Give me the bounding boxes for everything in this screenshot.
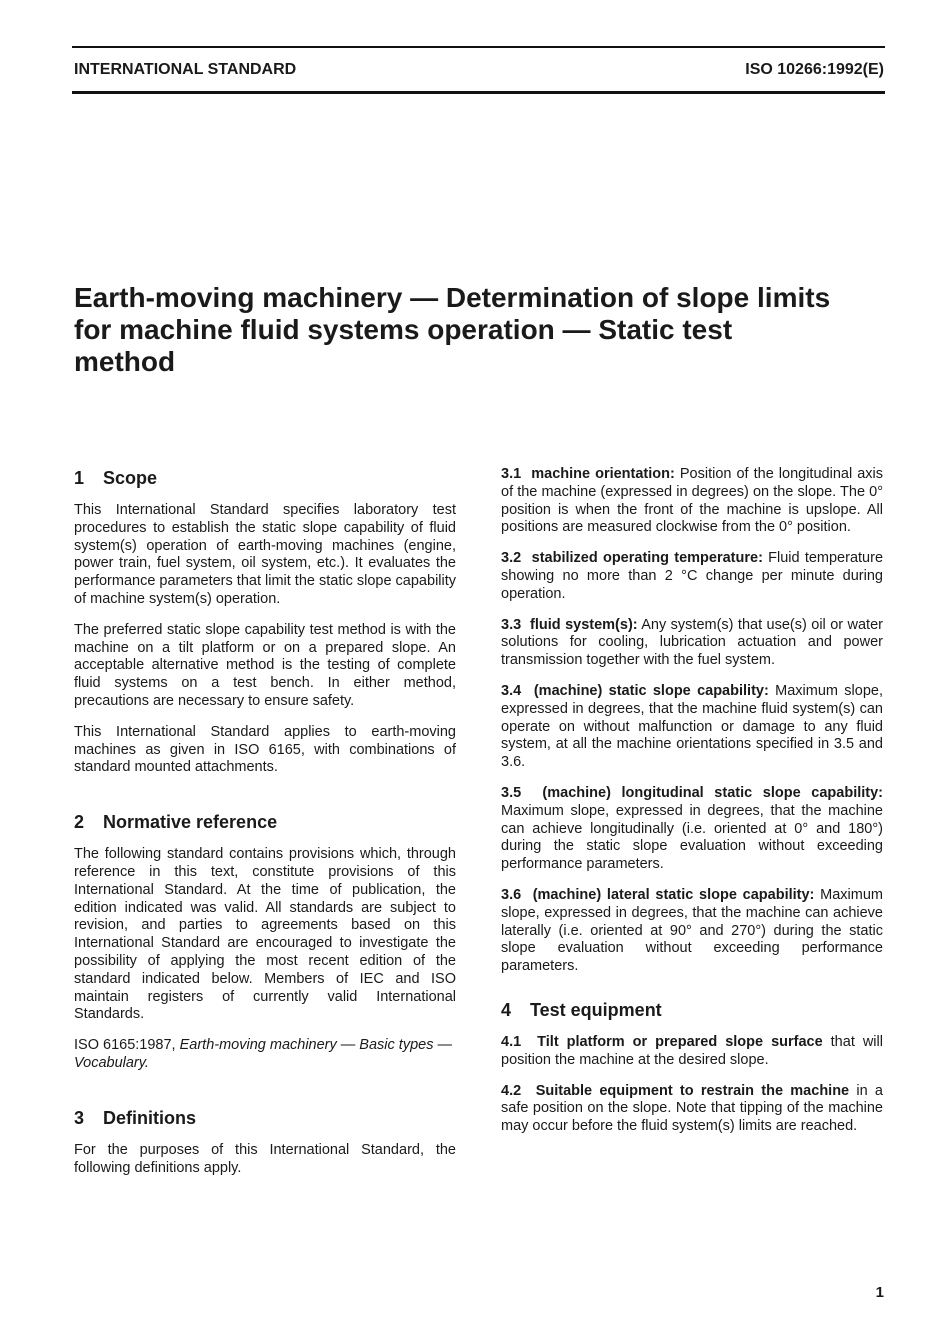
- section-4-heading: 4 Test equipment: [501, 999, 662, 1020]
- section-3-heading: 3 Definitions: [74, 1107, 196, 1128]
- definition-3-5: 3.5 (machine) longitudinal static slope capability: Maximum slope, expressed in degrees, that the machine can achieve longitudinally (i.e. oriented at 0° and 180°) during the static slope evaluation without exceeding performance parameters.: [501, 784, 884, 873]
- scope-paragraph-3: This International Standard applies to earth-moving machines as given in ISO 6165, with combinations of standard mounted attachments.: [74, 723, 456, 776]
- scope-paragraph-1: This International Standard specifies laboratory test procedures to establish the static slope capability of fluid system(s) operation of earth-moving machines (engine, power train, fuel system, oil system, etc.). It evaluates the performance parameters that limit the static slope capability of machine system(s) operation.: [74, 502, 457, 607]
- page-number: 1: [875, 1284, 884, 1301]
- definition-3-3: 3.3 fluid system(s): Any system(s) that use(s) oil or water solutions for cooling, lubrication actuation and power transmission together with the fuel system.: [501, 616, 883, 669]
- equipment-4-2: 4.2 Suitable equipment to restrain the machine in a safe position on the slope. Note that tipping of the machine may occur before the fluid system(s) limits are reached.: [501, 1082, 883, 1135]
- document-title: Earth-moving machinery — Determination of slope limits for machine fluid systems operation — Static test method: [74, 282, 831, 377]
- header-document-code: ISO 10266:1992(E): [745, 61, 884, 78]
- definition-3-1: 3.1 machine orientation: Position of the longitudinal axis of the machine (expressed in degrees) on the slope. The 0° position is when the front of the machine is upslope. All positions are measured clockwise from the 0° position.: [501, 466, 883, 536]
- definition-3-6: 3.6 (machine) lateral static slope capability: Maximum slope, expressed in degrees, that the machine can achieve laterally (i.e. oriented at 90° and 270°) during the static slope evaluation without exceeding performance parameters.: [501, 886, 883, 975]
- equipment-4-1: 4.1 Tilt platform or prepared slope surface that will position the machine at the desired slope.: [501, 1033, 883, 1068]
- left-column: [74, 466, 456, 1190]
- scope-paragraph-2: The preferred static slope capability test method is with the machine on a tilt platform or on a prepared slope. An acceptable alternative method is the testing of complete fluid systems on a test bench. In either method, precautions are necessary to ensure safety.: [74, 621, 456, 709]
- normative-paragraph: The following standard contains provisions which, through reference in this text, constitute provisions of this International Standard. At the time of publication, the edition indicated was valid. All standards are subject to revision, and parties to agreements based on this International Standard are encouraged to investigate the possibility of applying the most recent edition of the standard indicated below. Members of IEC and ISO maintain registers of currently valid International Standards.: [74, 846, 456, 1023]
- header-standard-label: INTERNATIONAL STANDARD: [74, 61, 297, 78]
- section-1-heading: 1 Scope: [74, 468, 158, 488]
- definition-3-4: 3.4 (machine) static slope capability: Maximum slope, expressed in degrees, that the machine fluid system(s) can operate on without malfunction or damage to any fluid system, at all the machine orientations specified in 3.5 and 3.6.: [501, 682, 884, 771]
- header-bottom-rule: [72, 91, 885, 94]
- section-2-heading: 2 Normative reference: [74, 812, 278, 833]
- normative-reference-entry: ISO 6165:1987, Earth-moving machinery — Basic types — Vocabulary.: [74, 1037, 452, 1071]
- right-column: [501, 466, 883, 1149]
- header-top-rule: [72, 46, 885, 48]
- definitions-intro: For the purposes of this International Standard, the following definitions apply.: [74, 1141, 456, 1176]
- definition-3-2: 3.2 stabilized operating temperature: Fluid temperature showing no more than 2 °C change per minute during operation.: [501, 550, 884, 602]
